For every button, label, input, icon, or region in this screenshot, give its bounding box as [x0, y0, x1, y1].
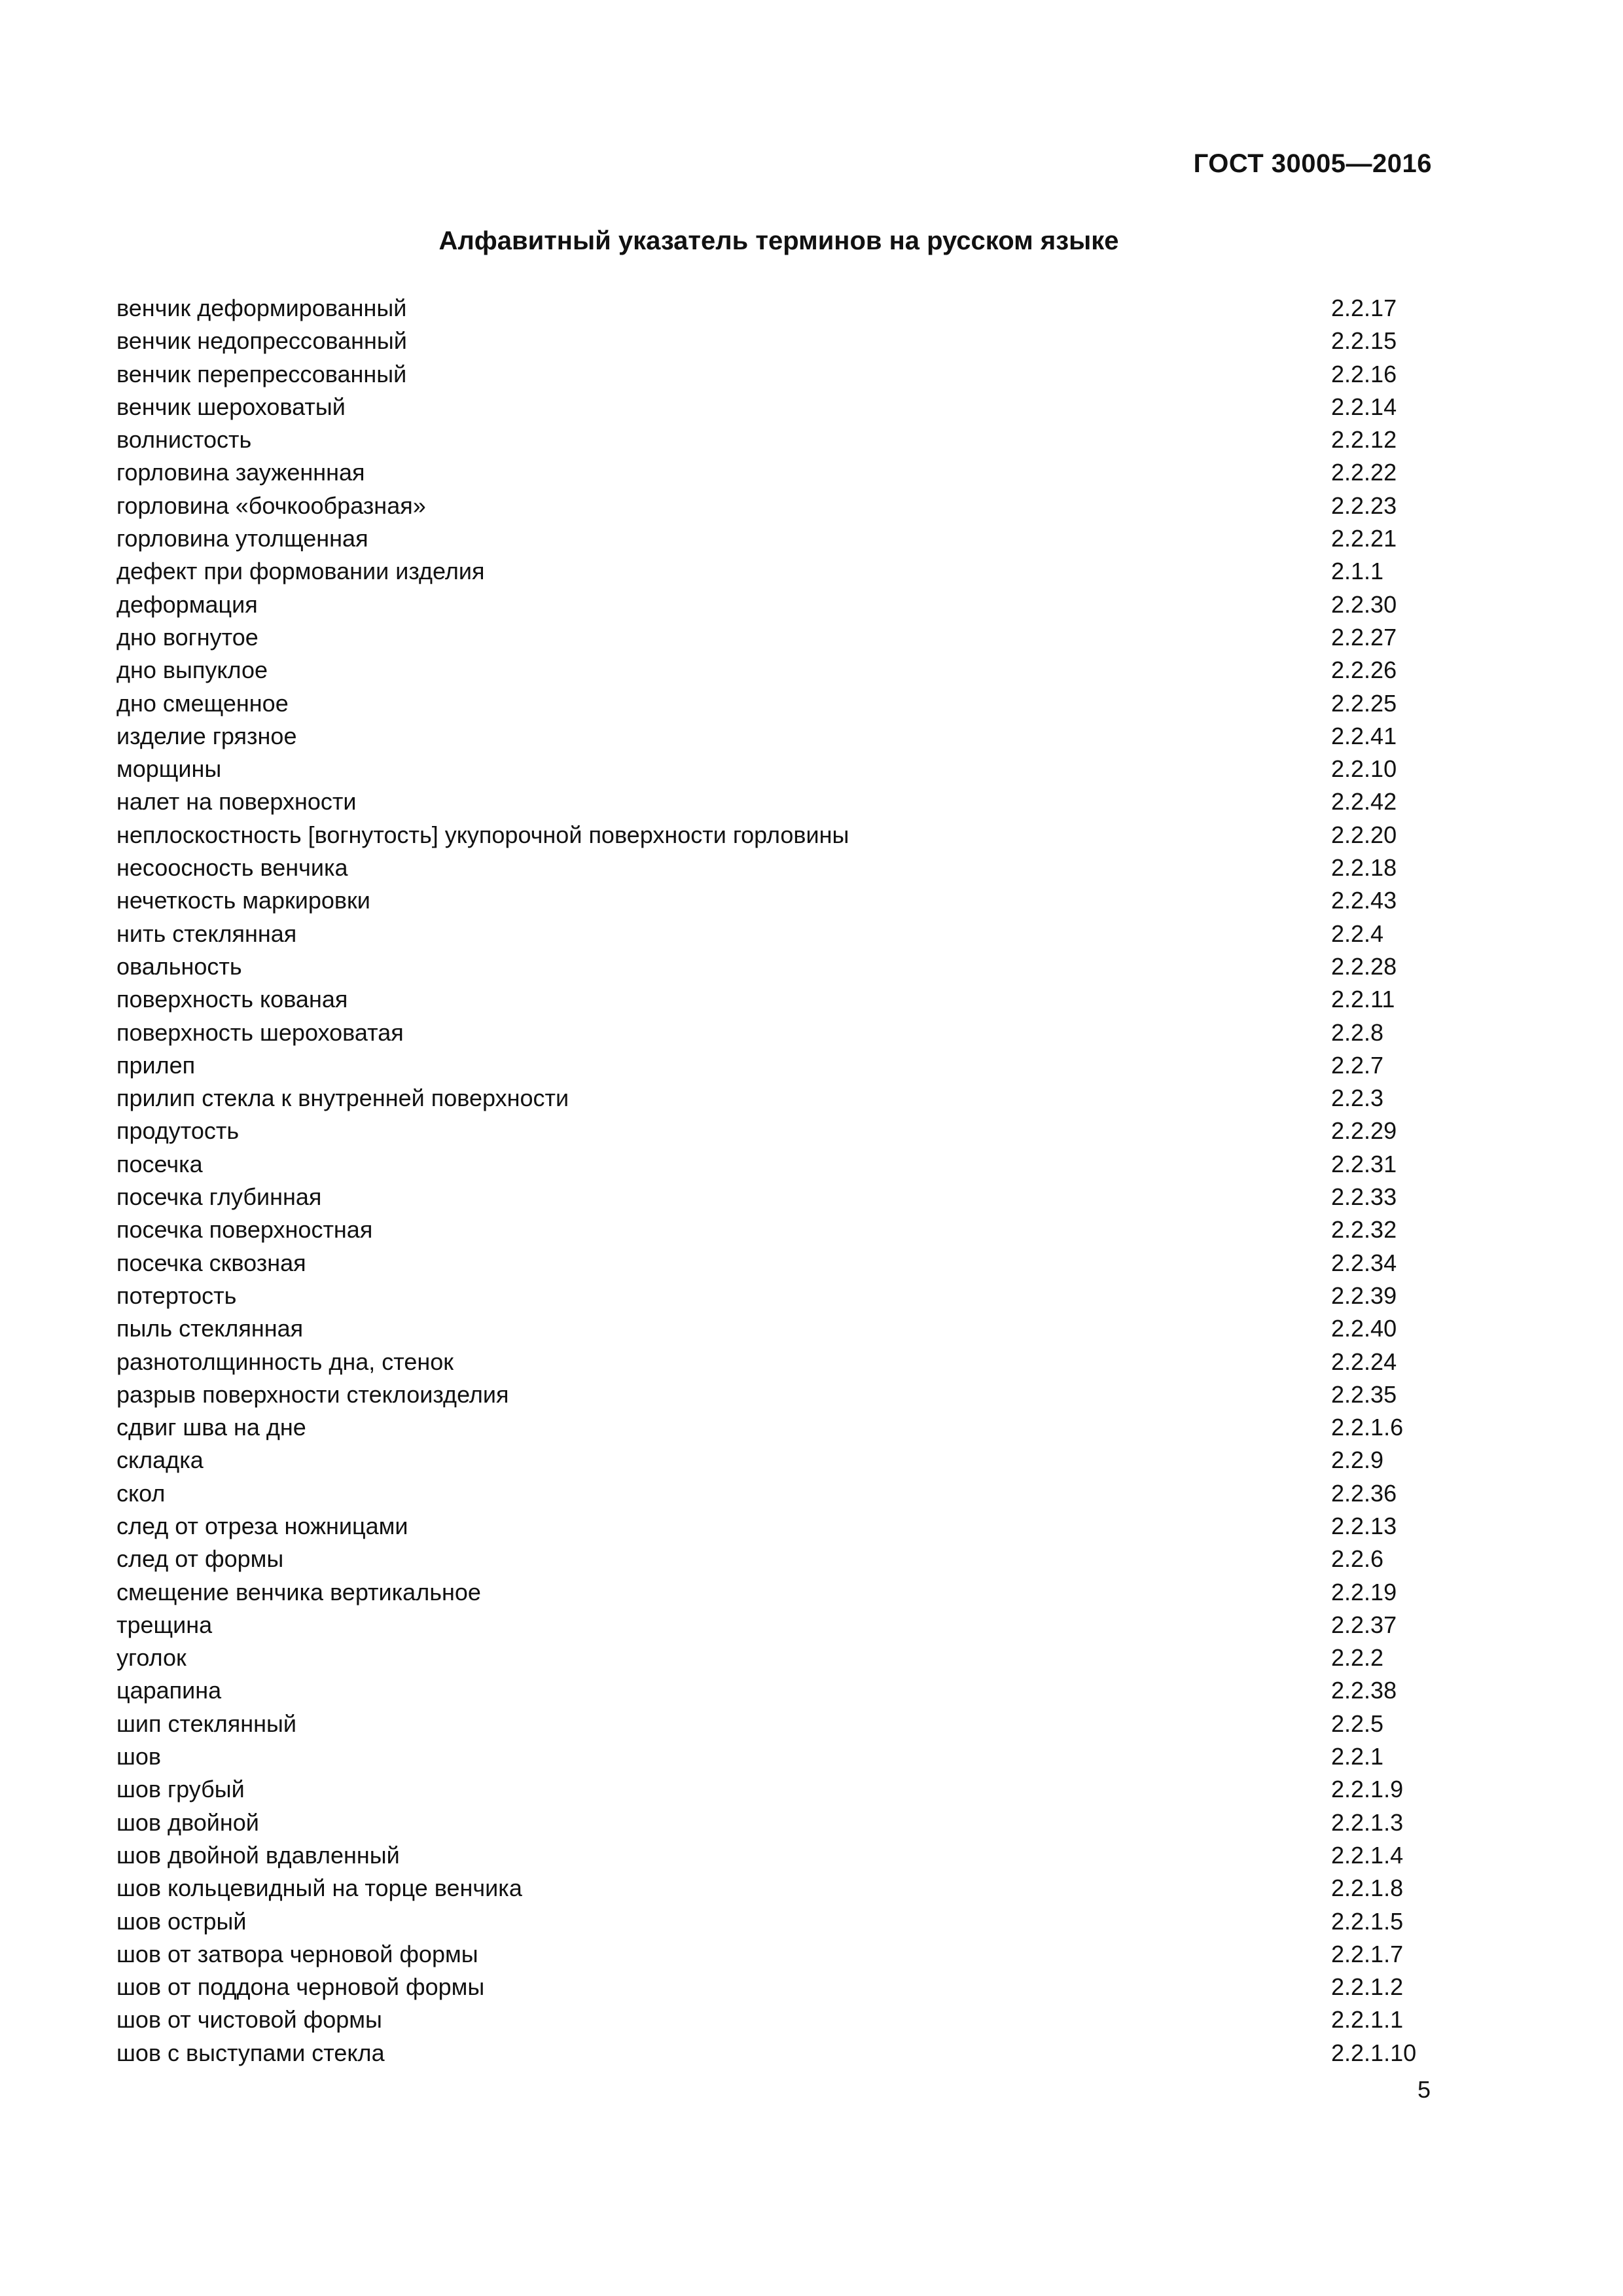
index-reference: 2.2.11 [1331, 986, 1395, 1013]
index-reference: 2.2.41 [1331, 722, 1397, 749]
index-entry [116, 621, 1445, 654]
index-entry [116, 1674, 1445, 1707]
index-reference: 2.2.3 [1331, 1085, 1384, 1112]
index-term: нечеткость маркировки [116, 887, 370, 914]
index-term: след от отреза ножницами [116, 1512, 408, 1539]
index-entry [116, 588, 1445, 621]
index-entry [116, 423, 1445, 456]
index-term: шов [116, 1743, 162, 1770]
index-term: след от формы [116, 1545, 284, 1573]
index-term: горловина «бочкообразная» [116, 492, 426, 519]
index-reference: 2.2.32 [1331, 1216, 1397, 1244]
index-term: дефект при формовании изделия [116, 558, 485, 585]
index-entry [116, 358, 1445, 391]
index-term: дно вогнутое [116, 623, 259, 651]
index-entry [116, 884, 1445, 917]
index-reference: 2.2.35 [1331, 1380, 1397, 1408]
index-entry [116, 1543, 1445, 1575]
index-term: шов двойной вдавленный [116, 1841, 400, 1869]
index-entry [116, 1609, 1445, 1641]
index-term: горловина зауженнная [116, 459, 365, 486]
index-reference: 2.2.29 [1331, 1117, 1397, 1145]
index-entry [116, 292, 1445, 325]
index-term: овальность [116, 952, 242, 980]
index-reference: 2.2.14 [1331, 393, 1397, 420]
index-reference: 2.2.20 [1331, 821, 1397, 848]
index-entry [116, 1346, 1445, 1378]
index-reference: 2.2.2 [1331, 1644, 1384, 1672]
index-reference: 2.2.1.4 [1331, 1841, 1404, 1869]
index-reference: 2.2.43 [1331, 887, 1397, 914]
index-reference: 2.2.39 [1331, 1282, 1397, 1309]
index-entry [116, 1082, 1445, 1115]
index-term: сдвиг шва на дне [116, 1414, 306, 1441]
index-term: венчик шероховатый [116, 393, 346, 420]
index-term: несоосность венчика [116, 854, 348, 882]
index-term: шов от поддона черновой формы [116, 1973, 485, 2001]
index-reference: 2.2.15 [1331, 327, 1397, 355]
index-entry [116, 950, 1445, 983]
index-entry [116, 2037, 1445, 2070]
index-reference: 2.2.1.2 [1331, 1973, 1404, 2001]
index-term: поверхность кованая [116, 986, 348, 1013]
index-term: деформация [116, 590, 258, 618]
index-reference: 2.2.25 [1331, 689, 1397, 717]
index-term: посечка [116, 1150, 203, 1177]
index-term: дно смещенное [116, 689, 289, 717]
index-reference: 2.2.27 [1331, 623, 1397, 651]
index-term: прилип стекла к внутренней поверхности [116, 1085, 569, 1112]
index-entry [116, 1247, 1445, 1280]
index-reference: 2.2.1.5 [1331, 1907, 1404, 1935]
index-term: изделие грязное [116, 722, 297, 749]
index-term: дно выпуклое [116, 656, 268, 684]
index-entry [116, 391, 1445, 423]
index-reference: 2.2.31 [1331, 1150, 1397, 1177]
index-entry [116, 1510, 1445, 1543]
index-entry [116, 1872, 1445, 1905]
index-reference: 2.2.26 [1331, 656, 1397, 684]
index-entry [116, 1016, 1445, 1049]
index-reference: 2.2.1 [1331, 1743, 1384, 1770]
index-entry [116, 654, 1445, 687]
page-number: 5 [1417, 2076, 1431, 2103]
index-entry [116, 2003, 1445, 2036]
index-reference: 2.2.22 [1331, 459, 1397, 486]
index-entry [116, 1181, 1445, 1213]
index-reference: 2.2.1.10 [1331, 2039, 1417, 2066]
index-reference: 2.2.19 [1331, 1578, 1397, 1605]
index-entry [116, 785, 1445, 818]
index-term: венчик деформированный [116, 295, 407, 321]
index-term: шов грубый [116, 1776, 245, 1803]
index-reference: 2.2.1.6 [1331, 1414, 1404, 1441]
index-term: горловина утолщенная [116, 525, 368, 552]
index-term: венчик недопрессованный [116, 327, 407, 355]
index-entry [116, 456, 1445, 489]
index-term: посечка сквозная [116, 1249, 306, 1276]
index-entry [116, 1971, 1445, 2003]
index-term: шов от чистовой формы [116, 2006, 382, 2034]
index-entry [116, 753, 1445, 785]
index-reference: 2.2.5 [1331, 1710, 1384, 1737]
index-term: шов двойной [116, 1808, 259, 1836]
page-title: Алфавитный указатель терминов на русском языке [438, 226, 1119, 255]
index-reference: 2.2.17 [1331, 295, 1397, 321]
index-term: морщины [116, 755, 222, 783]
index-term: уголок [116, 1644, 187, 1672]
index-reference: 2.2.28 [1331, 952, 1397, 980]
index-term: разрыв поверхности стеклоизделия [116, 1380, 509, 1408]
index-entry [116, 1444, 1445, 1477]
index-reference: 2.2.42 [1331, 788, 1397, 816]
index-reference: 2.2.12 [1331, 426, 1397, 454]
index-entry [116, 1213, 1445, 1246]
index-entry [116, 325, 1445, 357]
index-entry [116, 1839, 1445, 1872]
index-term: шип стеклянный [116, 1710, 296, 1737]
index-term: неплоскостность [вогнутость] укупорочной поверхности горловины [116, 821, 849, 848]
document-code: ГОСТ 30005—2016 [1193, 149, 1432, 178]
index-entry [116, 687, 1445, 720]
index-term: налет на поверхности [116, 788, 357, 816]
index-reference: 2.2.33 [1331, 1183, 1397, 1211]
index-reference: 2.2.24 [1331, 1348, 1397, 1375]
index-term: разнотолщинность дна, стенок [116, 1348, 454, 1375]
index-term: волнистость [116, 426, 252, 454]
index-term: продутость [116, 1117, 240, 1145]
index-entry [116, 819, 1445, 852]
index-reference: 2.2.1.7 [1331, 1940, 1404, 1967]
index-reference: 2.2.8 [1331, 1018, 1384, 1046]
index-term: смещение венчика вертикальное [116, 1578, 481, 1605]
index-reference: 2.2.18 [1331, 854, 1397, 882]
index-entry [116, 1806, 1445, 1839]
index-reference: 2.2.38 [1331, 1677, 1397, 1704]
index-entry [116, 918, 1445, 950]
index-reference: 2.2.9 [1331, 1446, 1384, 1474]
index-entry [116, 852, 1445, 884]
index-reference: 2.2.4 [1331, 920, 1384, 947]
index-reference: 2.2.34 [1331, 1249, 1397, 1276]
index-entry [116, 555, 1445, 588]
index-entry [116, 983, 1445, 1016]
index-entry [116, 1049, 1445, 1082]
index-term: посечка поверхностная [116, 1216, 373, 1244]
index-term: шов от затвора черновой формы [116, 1940, 478, 1967]
index-term: шов острый [116, 1907, 247, 1935]
index-term: царапина [116, 1677, 222, 1704]
index-reference: 2.2.21 [1331, 525, 1397, 552]
index-reference: 2.2.1.9 [1331, 1776, 1404, 1803]
index-reference: 2.2.30 [1331, 590, 1397, 618]
index-reference: 2.2.10 [1331, 755, 1397, 783]
index-term: потертость [116, 1282, 237, 1309]
index-entry [116, 1115, 1445, 1147]
index-reference: 2.2.1.8 [1331, 1874, 1404, 1902]
term-index-list [116, 292, 1445, 2070]
index-entry [116, 1641, 1445, 1674]
index-reference: 2.2.16 [1331, 360, 1397, 387]
index-entry [116, 1708, 1445, 1740]
index-entry [116, 1280, 1445, 1312]
index-reference: 2.2.1.3 [1331, 1808, 1404, 1836]
index-term: скол [116, 1479, 166, 1507]
index-entry [116, 490, 1445, 522]
index-entry [116, 1148, 1445, 1181]
index-reference: 2.2.6 [1331, 1545, 1384, 1573]
index-reference: 2.2.36 [1331, 1479, 1397, 1507]
index-reference: 2.2.1.1 [1331, 2006, 1404, 2034]
index-entry [116, 1740, 1445, 1773]
index-reference: 2.2.13 [1331, 1512, 1397, 1539]
index-reference: 2.2.7 [1331, 1051, 1384, 1079]
index-term: трещина [116, 1611, 213, 1638]
index-entry [116, 1477, 1445, 1510]
index-entry [116, 1938, 1445, 1971]
index-term: поверхность шероховатая [116, 1018, 404, 1046]
index-entry [116, 522, 1445, 555]
index-term: шов кольцевидный на торце венчика [116, 1874, 522, 1902]
index-term: шов с выступами стекла [116, 2039, 385, 2066]
index-reference: 2.2.23 [1331, 492, 1397, 519]
index-reference: 2.1.1 [1331, 558, 1384, 585]
index-reference: 2.2.37 [1331, 1611, 1397, 1638]
index-term: прилеп [116, 1051, 196, 1079]
index-entry [116, 1411, 1445, 1444]
index-entry [116, 1773, 1445, 1806]
index-entry [116, 720, 1445, 753]
index-term: нить стеклянная [116, 920, 297, 947]
index-entry [116, 1312, 1445, 1345]
index-term: венчик перепрессованный [116, 360, 407, 387]
index-term: пыль стеклянная [116, 1315, 304, 1342]
index-term: посечка глубинная [116, 1183, 322, 1211]
index-term: складка [116, 1446, 204, 1474]
index-entry [116, 1378, 1445, 1411]
index-entry [116, 1576, 1445, 1609]
index-reference: 2.2.40 [1331, 1315, 1397, 1342]
index-entry [116, 1905, 1445, 1938]
